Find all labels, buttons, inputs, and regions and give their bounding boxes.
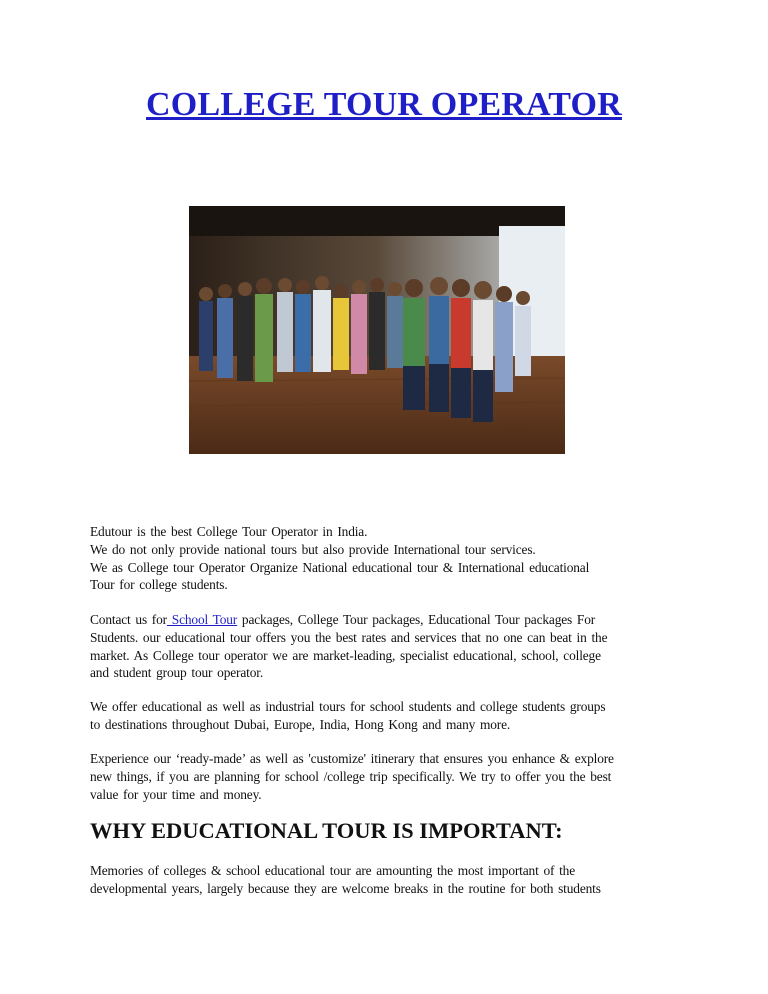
offer-line-1: We offer educational as well as industrial tours for school students and college students groups xyxy=(90,699,606,714)
experience-line-3: value for your time and money. xyxy=(90,786,262,802)
contact-line-1 xyxy=(90,611,690,629)
contact-line-2: Students. our educational tour offers you the best rates and services that no one can beat in the xyxy=(90,629,608,645)
contact-line-3: market. As College tour operator we are market-leading, specialist educational, school, college xyxy=(90,647,601,663)
page-title: COLLEGE TOUR OPERATOR xyxy=(146,86,622,123)
contact-paragraph xyxy=(90,611,690,682)
contact-suffix: packages, College Tour packages, Educational Tour packages For xyxy=(237,612,596,627)
experience-line-1: Experience our ‘ready-made’ as well as 'customize' itinerary that ensures you enhance & explore xyxy=(90,751,614,766)
offer-paragraph xyxy=(90,698,690,734)
memories-line-1: Memories of colleges & school educational tour are amounting the most important of the xyxy=(90,863,576,878)
experience-line-2: new things, if you are planning for school /college trip specifically. We try to offer you the best xyxy=(90,768,612,784)
offer-line-2: to destinations throughout Dubai, Europe, India, Hong Kong and many more. xyxy=(90,716,511,732)
contact-prefix: Contact us for xyxy=(90,612,167,627)
group-photo xyxy=(189,206,565,454)
intro-line-4: Tour for college students. xyxy=(90,577,228,593)
section-heading: WHY EDUCATIONAL TOUR IS IMPORTANT: xyxy=(90,818,563,843)
intro-line-3: We as College tour Operator Organize National educational tour & International educational xyxy=(90,559,590,575)
school-tour-link[interactable]: School Tour xyxy=(166,612,238,627)
contact-line-4: and student group tour operator. xyxy=(90,665,264,681)
memories-paragraph xyxy=(90,862,690,898)
intro-line-1: Edutour is the best College Tour Operator in India. xyxy=(90,524,368,539)
intro-paragraph xyxy=(90,523,690,594)
experience-paragraph xyxy=(90,750,690,803)
intro-line-2: We do not only provide national tours but also provide International tour services. xyxy=(90,541,536,557)
memories-line-2: developmental years, largely because they are welcome breaks in the routine for both students xyxy=(90,880,601,896)
group-photo-illustration xyxy=(189,206,565,454)
